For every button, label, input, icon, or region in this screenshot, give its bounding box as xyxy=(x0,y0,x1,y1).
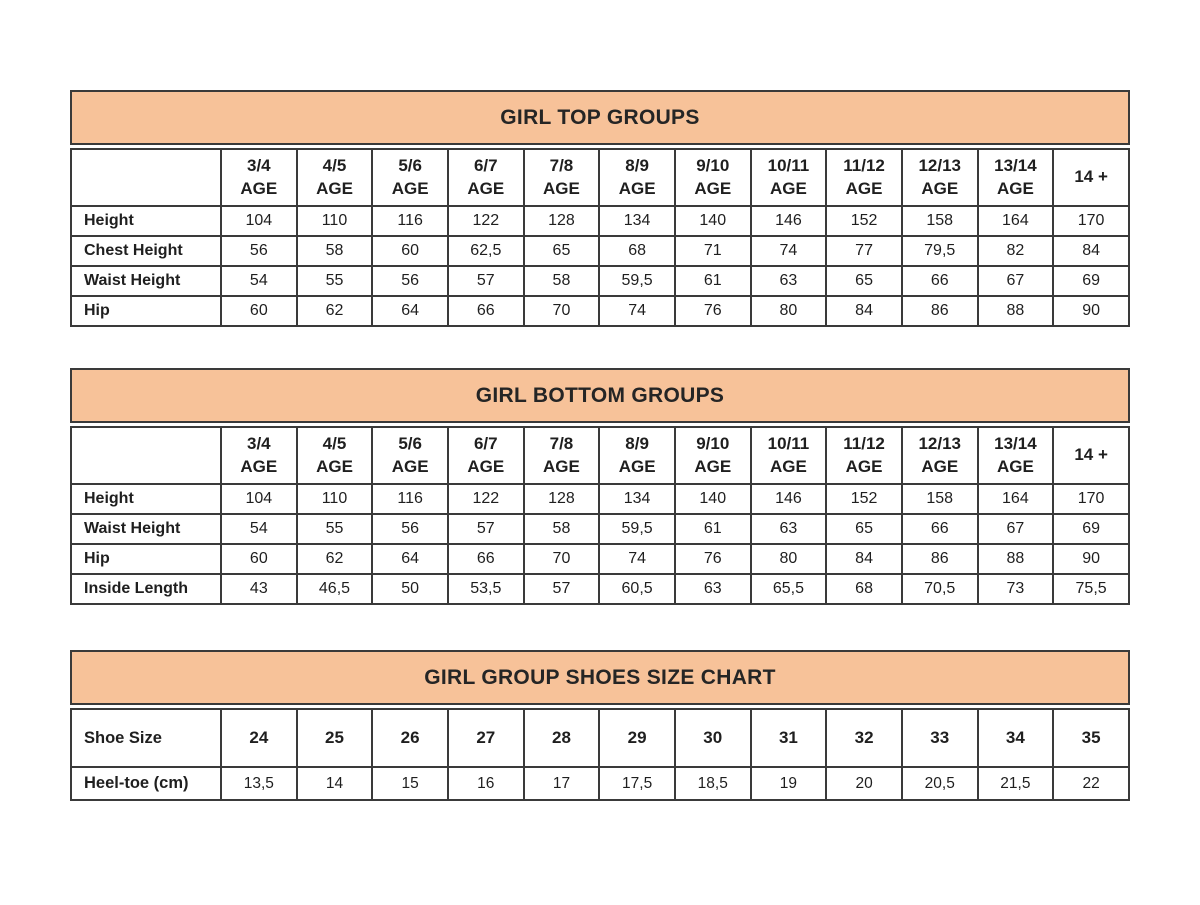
row-label: Hip xyxy=(71,544,221,574)
value-cell: 86 xyxy=(902,296,978,326)
age-range-text: 6/7 xyxy=(473,156,498,176)
table-title: GIRL BOTTOM GROUPS xyxy=(475,383,725,407)
age-header-row xyxy=(71,149,1129,206)
age-column-header xyxy=(448,427,524,484)
value-cell: 158 xyxy=(902,206,978,236)
measurement-row xyxy=(71,236,1129,266)
value-cell: 122 xyxy=(448,206,524,236)
value-cell: 86 xyxy=(902,544,978,574)
measurement-row xyxy=(71,709,1129,767)
age-word-text: AGE xyxy=(316,456,353,476)
age-range-text: 7/8 xyxy=(549,434,574,454)
age-column-header xyxy=(221,149,297,206)
age-range-text: 8/9 xyxy=(625,156,649,176)
age-range-text: 3/4 xyxy=(247,156,271,176)
age-word-text: AGE xyxy=(921,178,959,198)
value-cell: 61 xyxy=(675,514,751,544)
value-cell: 74 xyxy=(751,236,827,266)
value-cell: 29 xyxy=(599,709,675,767)
age-column-header xyxy=(221,427,297,484)
value-cell: 31 xyxy=(751,709,827,767)
value-cell: 128 xyxy=(524,484,600,514)
value-cell: 140 xyxy=(675,206,751,236)
age-word-text: AGE xyxy=(240,456,278,476)
measurement-row xyxy=(71,544,1129,574)
value-cell: 134 xyxy=(599,206,675,236)
age-range-text: 12/13 xyxy=(918,156,961,176)
corner-cell xyxy=(71,427,221,484)
value-cell: 84 xyxy=(826,544,902,574)
age-word-text: AGE xyxy=(694,456,732,476)
value-cell: 80 xyxy=(751,296,827,326)
value-cell: 62 xyxy=(297,544,373,574)
row-label: Height xyxy=(71,484,221,514)
value-cell: 57 xyxy=(448,266,524,296)
age-column-header xyxy=(599,427,675,484)
age-column-header xyxy=(524,427,600,484)
value-cell: 71 xyxy=(675,236,751,266)
table-title-bar xyxy=(70,368,1130,423)
value-cell: 146 xyxy=(751,484,827,514)
age-range-text: 10/11 xyxy=(767,156,810,176)
value-cell: 57 xyxy=(524,574,600,604)
value-cell: 88 xyxy=(978,296,1054,326)
age-column-header xyxy=(524,149,600,206)
age-word-text: AGE xyxy=(391,456,429,476)
age-word-text: AGE xyxy=(467,456,505,476)
age-word-text: AGE xyxy=(996,456,1034,476)
value-cell: 90 xyxy=(1053,544,1129,574)
age-range-text: 11/12 xyxy=(843,434,885,454)
value-cell: 84 xyxy=(826,296,902,326)
age-range-text: 10/11 xyxy=(767,434,810,454)
age-word-text: AGE xyxy=(770,178,807,198)
value-cell: 63 xyxy=(751,266,827,296)
value-cell: 69 xyxy=(1053,266,1129,296)
value-cell: 55 xyxy=(297,514,373,544)
age-range-text: 3/4 xyxy=(247,434,271,454)
value-cell: 66 xyxy=(902,514,978,544)
value-cell: 56 xyxy=(372,514,448,544)
value-cell: 68 xyxy=(599,236,675,266)
value-cell: 56 xyxy=(372,266,448,296)
measurement-row xyxy=(71,574,1129,604)
value-cell: 58 xyxy=(524,514,600,544)
measurement-row xyxy=(71,296,1129,326)
value-cell: 74 xyxy=(599,296,675,326)
value-cell: 66 xyxy=(448,544,524,574)
value-cell: 59,5 xyxy=(599,266,675,296)
measurement-row xyxy=(71,767,1129,800)
age-column-header xyxy=(826,149,902,206)
value-cell: 140 xyxy=(675,484,751,514)
table-title: GIRL TOP GROUPS xyxy=(500,105,700,129)
value-cell: 15 xyxy=(372,767,448,800)
corner-cell xyxy=(71,149,221,206)
age-column-header xyxy=(826,427,902,484)
age-range-text: 9/10 xyxy=(696,156,730,176)
value-cell: 65 xyxy=(826,514,902,544)
row-label: Chest Height xyxy=(71,236,221,266)
value-cell: 65 xyxy=(524,236,600,266)
value-cell: 128 xyxy=(524,206,600,236)
age-range-text: 14 + xyxy=(1074,167,1108,187)
value-cell: 34 xyxy=(978,709,1054,767)
age-word-text: AGE xyxy=(316,178,353,198)
age-word-text: AGE xyxy=(543,178,580,198)
age-column-header xyxy=(978,149,1054,206)
value-cell: 164 xyxy=(978,484,1054,514)
value-cell: 104 xyxy=(221,484,297,514)
value-cell: 32 xyxy=(826,709,902,767)
age-range-text: 7/8 xyxy=(549,156,574,176)
value-cell: 110 xyxy=(297,206,373,236)
value-cell: 73 xyxy=(978,574,1054,604)
value-cell: 17,5 xyxy=(599,767,675,800)
value-cell: 63 xyxy=(675,574,751,604)
age-column-header xyxy=(599,149,675,206)
value-cell: 55 xyxy=(297,266,373,296)
value-cell: 56 xyxy=(221,236,297,266)
value-cell: 146 xyxy=(751,206,827,236)
row-label: Hip xyxy=(71,296,221,326)
age-word-text: AGE xyxy=(240,178,278,198)
value-cell: 19 xyxy=(751,767,827,800)
value-cell: 33 xyxy=(902,709,978,767)
value-cell: 46,5 xyxy=(297,574,373,604)
value-cell: 75,5 xyxy=(1053,574,1129,604)
value-cell: 62 xyxy=(297,296,373,326)
value-cell: 63 xyxy=(751,514,827,544)
value-cell: 80 xyxy=(751,544,827,574)
size-grid xyxy=(70,148,1130,327)
age-range-text: 14 + xyxy=(1074,445,1108,465)
table-title-bar xyxy=(70,650,1130,705)
value-cell: 54 xyxy=(221,514,297,544)
age-column-header xyxy=(978,427,1054,484)
age-column-header xyxy=(902,149,978,206)
age-range-text: 12/13 xyxy=(918,434,961,454)
value-cell: 70 xyxy=(524,296,600,326)
table-title-bar xyxy=(70,90,1130,145)
value-cell: 65,5 xyxy=(751,574,827,604)
value-cell: 59,5 xyxy=(599,514,675,544)
value-cell: 13,5 xyxy=(221,767,297,800)
age-word-text: AGE xyxy=(618,178,656,198)
value-cell: 17 xyxy=(524,767,600,800)
age-word-text: AGE xyxy=(770,456,807,476)
row-label: Height xyxy=(71,206,221,236)
age-column-header xyxy=(372,149,448,206)
age-word-text: AGE xyxy=(467,178,505,198)
value-cell: 28 xyxy=(524,709,600,767)
age-word-text: AGE xyxy=(618,456,656,476)
value-cell: 170 xyxy=(1053,484,1129,514)
value-cell: 68 xyxy=(826,574,902,604)
value-cell: 88 xyxy=(978,544,1054,574)
age-range-text: 4/5 xyxy=(322,434,347,454)
age-column-header xyxy=(751,427,827,484)
value-cell: 69 xyxy=(1053,514,1129,544)
row-label: Heel-toe (cm) xyxy=(71,767,221,800)
value-cell: 66 xyxy=(902,266,978,296)
value-cell: 14 xyxy=(297,767,373,800)
size-table-girl-top-groups xyxy=(70,90,1130,327)
value-cell: 35 xyxy=(1053,709,1129,767)
measurement-row xyxy=(71,266,1129,296)
value-cell: 22 xyxy=(1053,767,1129,800)
table-title: GIRL GROUP SHOES SIZE CHART xyxy=(424,665,776,689)
value-cell: 64 xyxy=(372,544,448,574)
value-cell: 54 xyxy=(221,266,297,296)
age-word-text: AGE xyxy=(845,456,883,476)
value-cell: 66 xyxy=(448,296,524,326)
value-cell: 116 xyxy=(372,206,448,236)
age-range-text: 5/6 xyxy=(398,156,422,176)
value-cell: 30 xyxy=(675,709,751,767)
value-cell: 50 xyxy=(372,574,448,604)
value-cell: 70,5 xyxy=(902,574,978,604)
value-cell: 27 xyxy=(448,709,524,767)
value-cell: 61 xyxy=(675,266,751,296)
measurement-row xyxy=(71,484,1129,514)
age-column-header xyxy=(675,149,751,206)
size-table-girl-bottom-groups xyxy=(70,368,1130,605)
age-column-header xyxy=(297,149,373,206)
age-word-text: AGE xyxy=(845,178,883,198)
value-cell: 116 xyxy=(372,484,448,514)
value-cell: 60 xyxy=(372,236,448,266)
age-column-header xyxy=(751,149,827,206)
value-cell: 134 xyxy=(599,484,675,514)
value-cell: 76 xyxy=(675,544,751,574)
age-column-header xyxy=(297,427,373,484)
value-cell: 60,5 xyxy=(599,574,675,604)
value-cell: 20,5 xyxy=(902,767,978,800)
value-cell: 84 xyxy=(1053,236,1129,266)
age-column-header xyxy=(1053,427,1129,484)
value-cell: 79,5 xyxy=(902,236,978,266)
value-cell: 26 xyxy=(372,709,448,767)
row-label: Inside Length xyxy=(71,574,221,604)
value-cell: 152 xyxy=(826,484,902,514)
age-range-text: 6/7 xyxy=(473,434,498,454)
value-cell: 90 xyxy=(1053,296,1129,326)
value-cell: 76 xyxy=(675,296,751,326)
measurement-row xyxy=(71,514,1129,544)
value-cell: 158 xyxy=(902,484,978,514)
age-column-header xyxy=(1053,149,1129,206)
age-column-header xyxy=(448,149,524,206)
value-cell: 70 xyxy=(524,544,600,574)
age-column-header xyxy=(675,427,751,484)
row-label: Waist Height xyxy=(71,514,221,544)
age-word-text: AGE xyxy=(921,456,959,476)
value-cell: 74 xyxy=(599,544,675,574)
size-grid xyxy=(70,426,1130,605)
value-cell: 25 xyxy=(297,709,373,767)
row-label: Shoe Size xyxy=(71,709,221,767)
age-range-text: 11/12 xyxy=(843,156,885,176)
size-table-girl-shoes xyxy=(70,650,1130,801)
age-range-text: 13/14 xyxy=(994,156,1037,176)
size-grid xyxy=(70,708,1130,801)
value-cell: 16 xyxy=(448,767,524,800)
value-cell: 18,5 xyxy=(675,767,751,800)
value-cell: 77 xyxy=(826,236,902,266)
value-cell: 53,5 xyxy=(448,574,524,604)
value-cell: 67 xyxy=(978,266,1054,296)
value-cell: 58 xyxy=(297,236,373,266)
age-word-text: AGE xyxy=(694,178,732,198)
value-cell: 170 xyxy=(1053,206,1129,236)
value-cell: 104 xyxy=(221,206,297,236)
value-cell: 24 xyxy=(221,709,297,767)
value-cell: 82 xyxy=(978,236,1054,266)
age-header-row xyxy=(71,427,1129,484)
value-cell: 122 xyxy=(448,484,524,514)
value-cell: 67 xyxy=(978,514,1054,544)
age-word-text: AGE xyxy=(996,178,1034,198)
value-cell: 21,5 xyxy=(978,767,1054,800)
value-cell: 57 xyxy=(448,514,524,544)
value-cell: 58 xyxy=(524,266,600,296)
measurement-row xyxy=(71,206,1129,236)
value-cell: 60 xyxy=(221,296,297,326)
value-cell: 20 xyxy=(826,767,902,800)
value-cell: 110 xyxy=(297,484,373,514)
age-range-text: 8/9 xyxy=(625,434,649,454)
value-cell: 164 xyxy=(978,206,1054,236)
value-cell: 65 xyxy=(826,266,902,296)
value-cell: 152 xyxy=(826,206,902,236)
value-cell: 43 xyxy=(221,574,297,604)
age-column-header xyxy=(372,427,448,484)
value-cell: 64 xyxy=(372,296,448,326)
age-column-header xyxy=(902,427,978,484)
value-cell: 60 xyxy=(221,544,297,574)
age-range-text: 9/10 xyxy=(696,434,730,454)
age-word-text: AGE xyxy=(391,178,429,198)
row-label: Waist Height xyxy=(71,266,221,296)
age-word-text: AGE xyxy=(543,456,580,476)
age-range-text: 5/6 xyxy=(398,434,422,454)
age-range-text: 13/14 xyxy=(994,434,1037,454)
value-cell: 62,5 xyxy=(448,236,524,266)
age-range-text: 4/5 xyxy=(322,156,347,176)
